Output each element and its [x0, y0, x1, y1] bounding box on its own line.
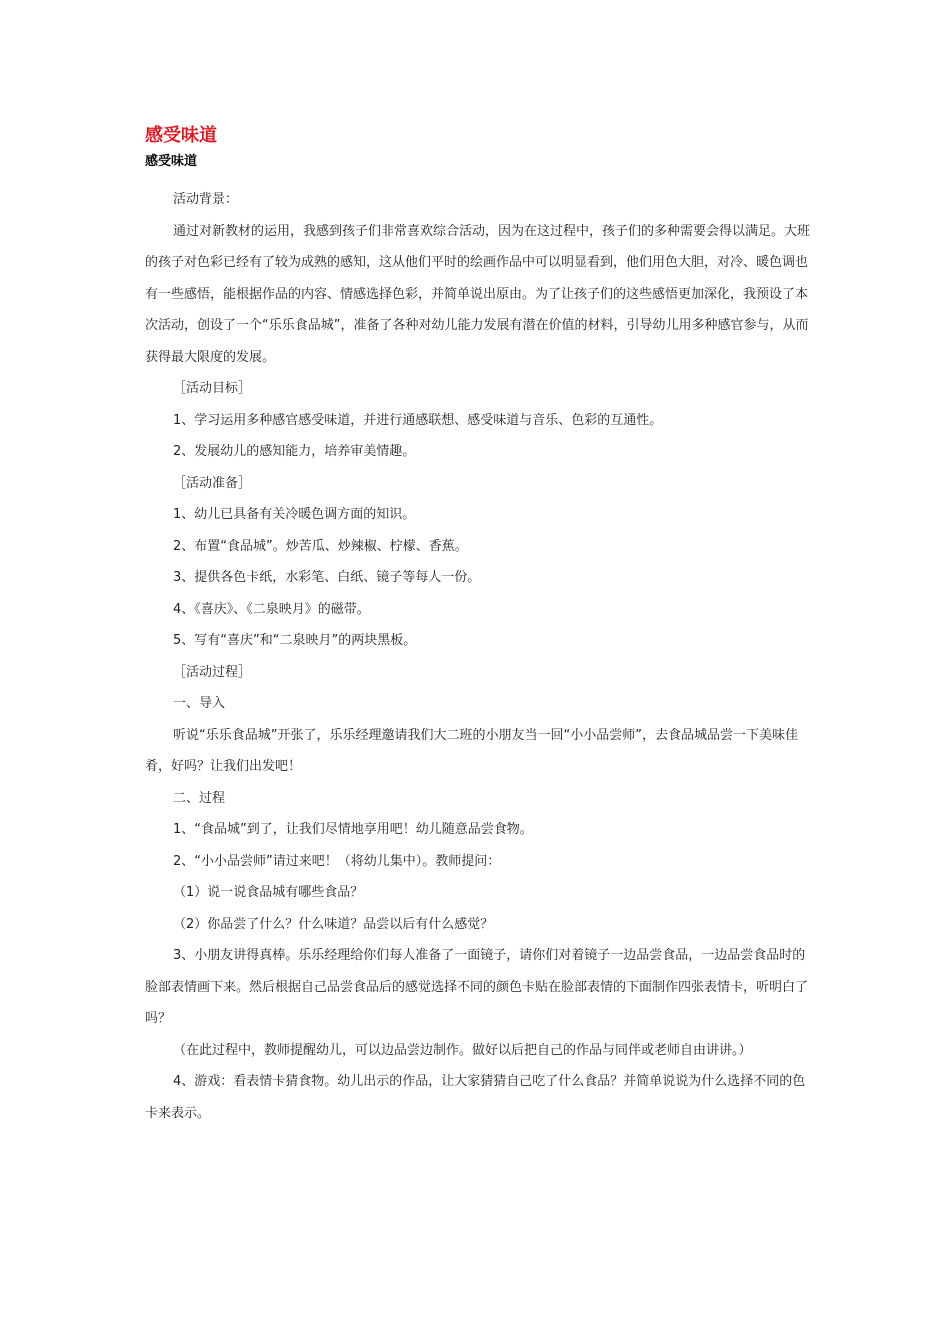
paragraph: 3、小朋友讲得真棒。乐乐经理给你们每人准备了一面镜子，请你们对着镜子一边品尝食品，一边品尝食品时的脸部表情画下来。然后根据自己品尝食品后的感觉选择不同的颜色卡贴在脸部表情的下面制作四张表情卡，听明白了吗？ — [145, 948, 809, 1026]
paragraph: 2、发展幼儿的感知能力，培养审美情趣。 — [173, 444, 416, 459]
paragraph: 1、学习运用多种感官感受味道，并进行通感联想、感受味道与音乐、色彩的互通性。 — [173, 412, 663, 428]
paragraph: 二、过程 — [173, 790, 226, 806]
paragraph: ［活动准备］ — [173, 475, 252, 491]
paragraph: 活动背景： — [173, 192, 239, 207]
document-subtitle: 感受味道 — [145, 154, 198, 169]
paragraph: （1）说一说食品城有哪些食品？ — [173, 885, 364, 900]
paragraph: （2）你品尝了什么？什么味道？品尝以后有什么感觉？ — [173, 916, 494, 932]
paragraph: 4、游戏：看表情卡猜食物。幼儿出示的作品，让大家猜猜自己吃了什么食品？并简单说说为什么选择不同的色卡来表示。 — [145, 1074, 806, 1121]
paragraph: 1、“食品城”到了，让我们尽情地享用吧！幼儿随意品尝食物。 — [173, 822, 533, 837]
paragraph: 3、提供各色卡纸，水彩笔、白纸、镜子等每人一份。 — [173, 570, 481, 585]
paragraph: 通过对新教材的运用，我感到孩子们非常喜欢综合活动，因为在这过程中，孩子们的多种需要会得以满足。大班的孩子对色彩已经有了较为成熟的感知，这从他们平时的绘画作品中可以明显看到，他们用色大胆，对冷、暖色调也有一些感悟，能根据作品的内容、情感选择色彩，并简单说出原由。为了让孩子们的这些感悟更加深化，我预设了本次活动，创设了一个“乐乐食品城”，准备了各种对幼儿能力发展有潜在价值的材料，引导幼儿用多种感官参与，从而获得最大限度的发展。 — [145, 223, 811, 365]
document-title: 感受味道 — [145, 125, 217, 146]
document-body — [145, 184, 810, 1129]
paragraph: 2、“小小品尝师”请过来吧！（将幼儿集中）。教师提问： — [173, 853, 501, 869]
paragraph: 一、导入 — [173, 696, 226, 711]
paragraph: ［活动过程］ — [173, 664, 252, 680]
paragraph: ［活动目标］ — [173, 381, 252, 396]
paragraph: 1、幼儿已具备有关冷暖色调方面的知识。 — [173, 507, 416, 522]
paragraph: 听说“乐乐食品城”开张了，乐乐经理邀请我们大二班的小朋友当一回“小小品尝师”，去食品城品尝一下美味佳肴，好吗？让我们出发吧！ — [145, 727, 798, 774]
paragraph: 4、《喜庆》、《二泉映月》的磁带。 — [173, 601, 370, 617]
paragraph: 2、布置“食品城”。炒苦瓜、炒辣椒、柠檬、香蕉。 — [173, 538, 468, 554]
paragraph: （在此过程中，教师提醒幼儿，可以边品尝边制作。做好以后把自己的作品与同伴或老师自由讲讲。） — [173, 1042, 752, 1058]
paragraph: 5、写有“喜庆”和“二泉映月”的两块黑板。 — [173, 633, 417, 648]
